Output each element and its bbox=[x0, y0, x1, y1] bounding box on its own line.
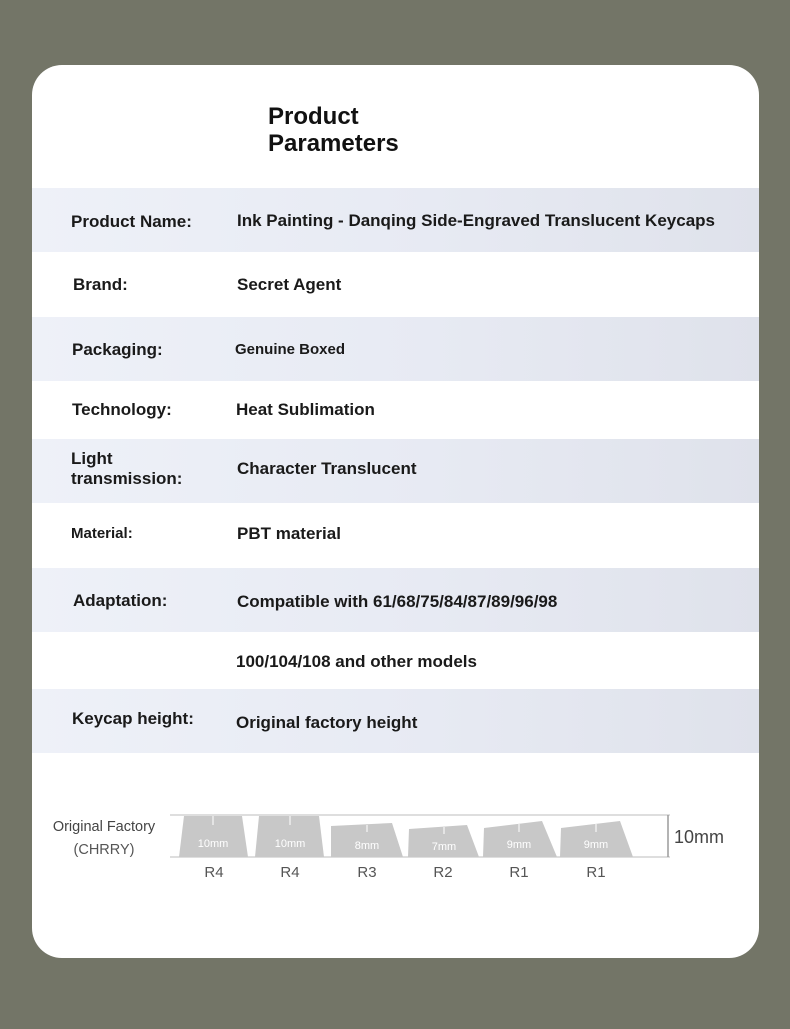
param-label: Packaging: bbox=[72, 340, 163, 359]
keycap-height-label: 8mm bbox=[354, 840, 380, 852]
param-value: Ink Painting - Danqing Side-Engraved Translucent Keycaps bbox=[237, 211, 715, 230]
keycap-height-label: 10mm bbox=[197, 838, 229, 850]
param-value: Character Translucent bbox=[237, 459, 417, 478]
param-label: Product Name: bbox=[71, 212, 192, 231]
param-value: Compatible with 61/68/75/84/87/89/96/98 bbox=[237, 592, 558, 611]
param-label-line-2: transmission: bbox=[71, 469, 183, 488]
keycap-r1-b bbox=[560, 821, 633, 881]
keycap-r1-a bbox=[483, 821, 557, 881]
param-row-product-name bbox=[32, 188, 759, 252]
keycap-height-label: 9mm bbox=[583, 839, 609, 851]
param-value: Secret Agent bbox=[237, 275, 342, 294]
param-row-adaptation bbox=[32, 568, 759, 632]
param-row-brand bbox=[32, 252, 759, 317]
param-row-adaptation-continued bbox=[32, 632, 759, 689]
param-label: Adaptation: bbox=[73, 591, 168, 610]
param-label: Technology: bbox=[72, 400, 172, 419]
param-label: Brand: bbox=[73, 275, 128, 294]
profile-label-line-1: Original Factory bbox=[52, 819, 156, 835]
param-value: 100/104/108 and other models bbox=[236, 652, 477, 671]
keycap-r2 bbox=[408, 825, 479, 881]
keycap-row-label: R1 bbox=[586, 864, 606, 881]
keycap-r4-b bbox=[255, 816, 324, 881]
keycap-profile-diagram bbox=[32, 800, 759, 890]
param-row-keycap-height bbox=[32, 689, 759, 753]
param-value: Heat Sublimation bbox=[236, 400, 375, 419]
title-line-2: Parameters bbox=[268, 130, 399, 157]
keycap-row-label: R1 bbox=[509, 864, 529, 881]
keycap-row-label: R2 bbox=[433, 864, 453, 881]
product-parameters-card bbox=[32, 65, 759, 958]
keycap-height-label: 9mm bbox=[506, 839, 532, 851]
param-value: PBT material bbox=[237, 524, 341, 543]
param-label: Keycap height: bbox=[72, 709, 194, 728]
param-row-packaging bbox=[32, 317, 759, 381]
param-row-technology bbox=[32, 381, 759, 439]
keycap-r4-a bbox=[179, 816, 248, 881]
param-value: Genuine Boxed bbox=[235, 341, 346, 358]
page-title bbox=[268, 103, 399, 157]
param-row-light-transmission bbox=[32, 439, 759, 503]
param-value: Original factory height bbox=[236, 713, 418, 732]
param-label bbox=[71, 449, 211, 489]
keycap-row-label: R4 bbox=[280, 864, 300, 881]
keycap-height-label: 7mm bbox=[431, 841, 457, 853]
profile-label-line-2: (CHRRY) bbox=[73, 842, 135, 858]
param-row-material bbox=[32, 503, 759, 568]
keycap-row-label: R3 bbox=[357, 864, 377, 881]
title-line-1: Product bbox=[268, 103, 359, 130]
keycap-height-label: 10mm bbox=[274, 838, 306, 850]
param-label: Material: bbox=[71, 525, 133, 542]
overall-height-label: 10mm bbox=[674, 827, 725, 847]
keycap-r3 bbox=[331, 823, 403, 881]
keycap-row-label: R4 bbox=[204, 864, 224, 881]
param-label-line-1: Light bbox=[71, 449, 113, 468]
